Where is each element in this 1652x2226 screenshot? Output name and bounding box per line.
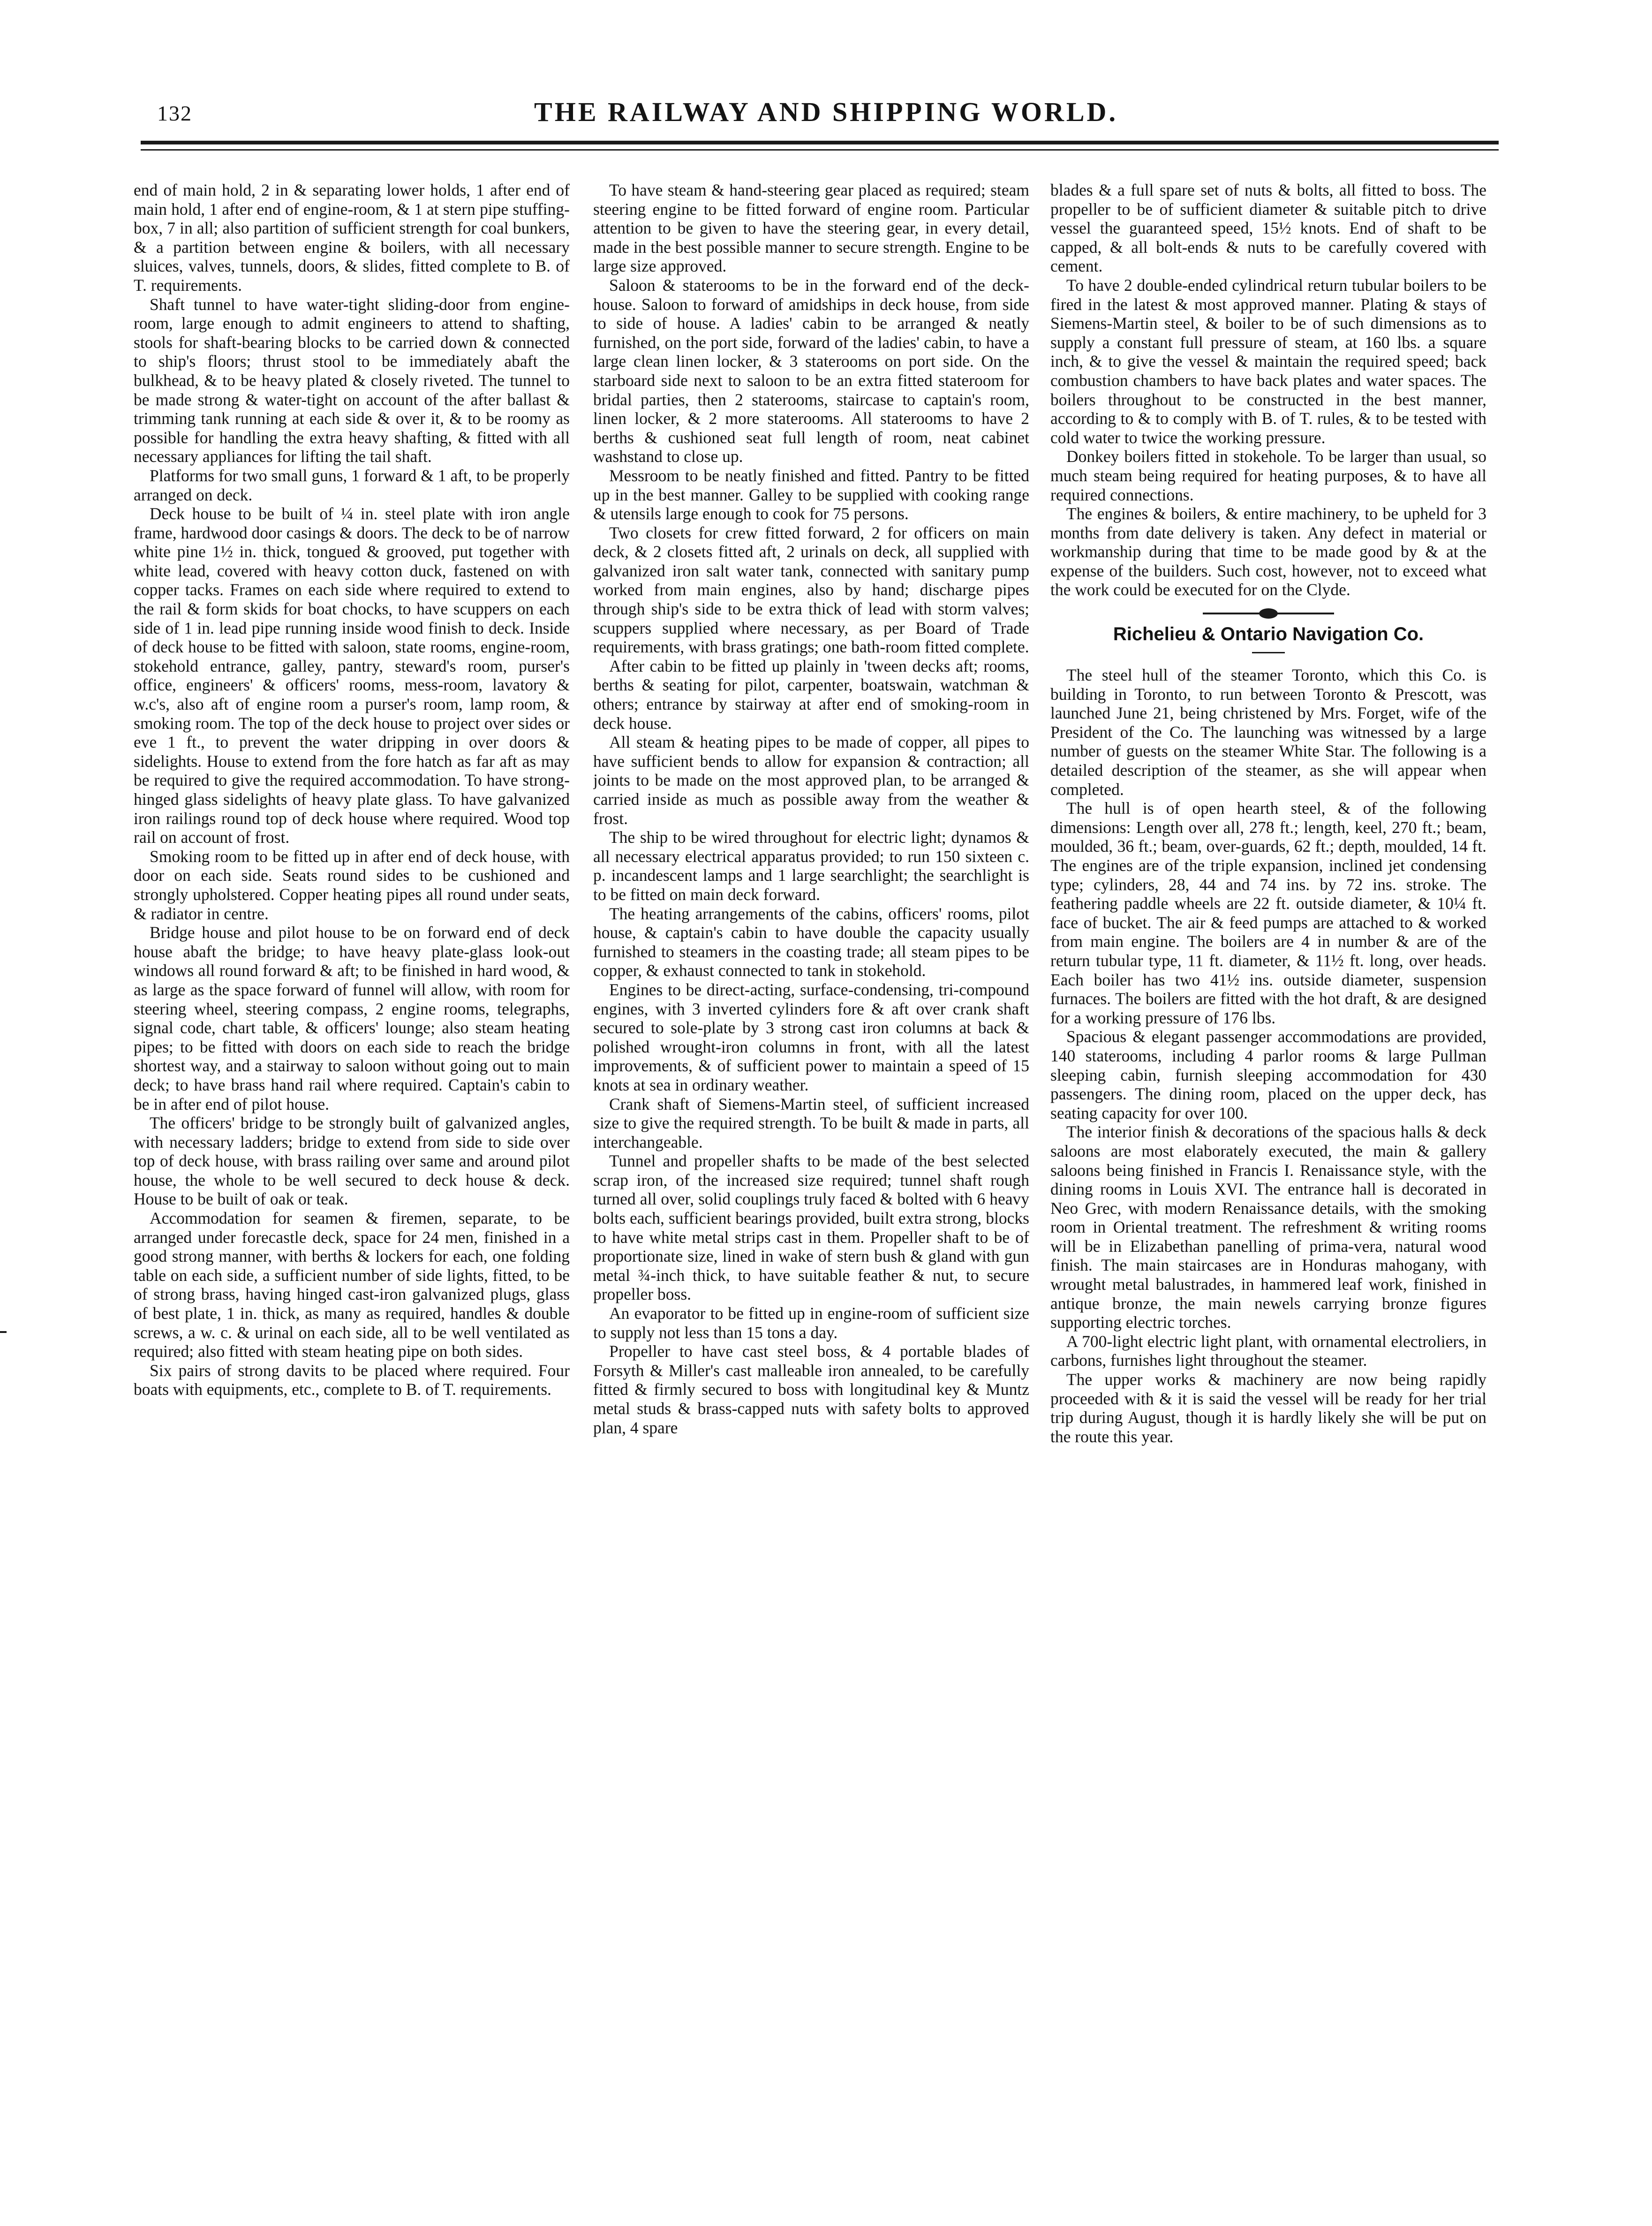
paragraph: An evaporator to be fitted up in engine-room of sufficient size to supply not less than 15 tons a day. xyxy=(593,1304,1029,1342)
paragraph: The engines & boilers, & entire machinery, to be upheld for 3 months from date delivery is taken. Any defect in material or workmanship during that time to be made good by & at the expense of the builders. Such cost, however, not to exceed what the work could be executed for on the Clyde. xyxy=(1050,504,1486,599)
paragraph: Deck house to be built of ¼ in. steel plate with iron angle frame, hardwood door casings & doors. The deck to be of narrow white pine 1½ in. thick, tongued & grooved, put together with white lead, covered with heavy cotton duck, fastened on with copper tacks. Frames on each side where required to extend to the rail & form skids for boat chocks, to have scuppers on each side of 1 in. lead pipe running inside wood finish to deck. Inside of deck house to be fitted with saloon, state rooms, engine-room, stokehold entrance, galley, pantry, steward's room, purser's office, engineers' & officers' rooms, mess-room, lavatory & w.c's, also aft of engine room a purser's room, lamp room, & smoking room. The top of the deck house to project over sides or eve 1 ft., to prevent the water dripping in over doors & sidelights. House to extend from the fore hatch as far aft as may be required to give the required accommodation. To have strong-hinged glass sidelights of heavy plate glass. To have galvanized iron railings round top of deck house where required. Wood top rail on account of frost. xyxy=(134,504,570,847)
column-3 xyxy=(1050,181,1486,2150)
paragraph: end of main hold, 2 in & separating lower holds, 1 after end of main hold, 1 after end of engine-room, & 1 at stern pipe stuffing-box, 7 in all; also partition of sufficient strength for coal bunkers, & a partition between engine & boilers, with all necessary sluices, valves, tunnels, doors, & slides, fitted complete to B. of T. requirements. xyxy=(134,181,570,295)
paragraph: The heating arrangements of the cabins, officers' rooms, pilot house, & captain's cabin to have double the capacity usually furnished to steamers in the coasting trade; all steam pipes to be copper, & exhaust connected to tank in stokehold. xyxy=(593,904,1029,980)
column-2 xyxy=(593,181,1029,2150)
paragraph: The interior finish & decorations of the spacious halls & deck saloons are most elaborately executed, the main & gallery saloons being finished in Francis I. Renaissance style, with the dining rooms in Louis XVI. The entrance hall is decorated in Neo Grec, with modern Renaissance details, with the smoking room in Oriental treatment. The refreshment & writing rooms will be in Elizabethan panelling of prima-vera, natural wood finish. The main staircases are in Honduras mahogany, with wrought metal balustrades, in hammered leaf work, finished in antique bronze, the main newels carrying bronze figures supporting electric torches. xyxy=(1050,1122,1486,1332)
header-rule-thick xyxy=(141,141,1499,144)
paragraph: The upper works & machinery are now being rapidly proceeded with & it is said the vessel will be ready for her trial trip during August, though it is hardly likely she will be put on the route this year. xyxy=(1050,1370,1486,1446)
paragraph: Accommodation for seamen & firemen, separate, to be arranged under forecastle deck, space for 24 men, finished in a good strong manner, with berths & lockers for each, one folding table on each side, a sufficient number of side lights, fitted, to be of strong brass, having hinged cast-iron galvanized plugs, glass of best plate, 1 in. thick, as many as required, handles & double screws, a w. c. & urinal on each side, all to be well ventilated as required; also fitted with steam heating pipe on both sides. xyxy=(134,1209,570,1361)
paragraph: All steam & heating pipes to be made of copper, all pipes to have sufficient bends to allow for expansion & contraction; all joints to be made on the most approved plan, to be arranged & carried inside as much as possible away from the weather & frost. xyxy=(593,733,1029,828)
column-1 xyxy=(134,181,570,2150)
paragraph: Tunnel and propeller shafts to be made of the best selected scrap iron, of the increased size required; tunnel shaft rough turned all over, solid couplings truly faced & bolted with 6 heavy bolts each, sufficient bearings provided, built extra strong, blocks to have white metal strips cast in them. Propeller shaft to be of proportionate size, lined in wake of stern bush & gland with gun metal ¾-inch thick, to have suitable feather & nut, to secure propeller boss. xyxy=(593,1151,1029,1304)
paragraph: Messroom to be neatly finished and fitted. Pantry to be fitted up in the best manner. Galley to be supplied with cooking range & utensils large enough to cook for 75 persons. xyxy=(593,466,1029,523)
paragraph: To have 2 double-ended cylindrical return tubular boilers to be fired in the latest & most approved manner. Plating & stays of Siemens-Martin steel, & boiler to be of such dimensions as to supply a constant full pressure of steam, at 160 lbs. a square inch, & to give the vessel & maintain the required speed; back combustion chambers to have back plates and water spaces. The boilers throughout to be constructed in the best manner, according to & to comply with B. of T. rules, & to be tested with cold water to twice the working pressure. xyxy=(1050,275,1486,447)
paragraph: Propeller to have cast steel boss, & 4 portable blades of Forsyth & Miller's cast malleable iron annealed, to be carefully fitted & firmly secured to boss with longitudinal key & Muntz metal studs & brass-capped nuts with safety bolts to approved plan, 4 spare xyxy=(593,1342,1029,1437)
paragraph: Spacious & elegant passenger accommodations are provided, 140 staterooms, including 4 parlor rooms & large Pullman sleeping cabin, furnish sleeping accommodation for 430 passengers. The dining room, placed on the upper deck, has seating capacity for over 100. xyxy=(1050,1027,1486,1122)
paragraph: Two closets for crew fitted forward, 2 for officers on main deck, & 2 closets fitted aft, 2 urinals on deck, all supplied with galvanized iron salt water tank, connected with sanitary pump worked from main engines, also by hand; discharge pipes through ship's side to be extra thick of lead with storm valves; scuppers supplied where necessary, as per Board of Trade requirements, with brass gratings; one bath-room fitted complete. xyxy=(593,523,1029,657)
paragraph: The ship to be wired throughout for electric light; dynamos & all necessary electrical apparatus provided; to run 150 sixteen c. p. incandescent lamps and 1 large searchlight; the searchlight is to be fitted on main deck forward. xyxy=(593,828,1029,904)
paragraph: The officers' bridge to be strongly built of galvanized angles, with necessary ladders; bridge to extend from side to side over top of deck house, with brass railing over same and around pilot house, the whole to be well secured to deck house & deck. House to be built of oak or teak. xyxy=(134,1113,570,1209)
paragraph: Platforms for two small guns, 1 forward & 1 aft, to be properly arranged on deck. xyxy=(134,466,570,504)
paragraph: A 700-light electric light plant, with ornamental electroliers, in carbons, furnishes light throughout the steamer. xyxy=(1050,1332,1486,1370)
page-number: 132 xyxy=(157,101,192,125)
section-heading: Richelieu & Ontario Navigation Co. xyxy=(1113,624,1424,645)
masthead-title: THE RAILWAY AND SHIPPING WORLD. xyxy=(534,97,1118,127)
paragraph: Crank shaft of Siemens-Martin steel, of sufficient increased size to give the required strength. To be built & made in parts, all interchangeable. xyxy=(593,1094,1029,1151)
paragraph: To have steam & hand-steering gear placed as required; steam steering engine to be fitted forward of engine room. Particular attention to be given to have the steering gear, in every detail, made in the best possible manner to secure strength. Engine to be large size approved. xyxy=(593,181,1029,276)
paragraph: Saloon & staterooms to be in the forward end of the deck-house. Saloon to forward of amidships in deck house, from side to side of house. A ladies' cabin to be arranged & neatly furnished, on the port side, forward of the ladies' cabin, to have a large clean linen locker, & 3 staterooms on port side. On the starboard side next to saloon to be an extra fitted stateroom for bridal parties, then 2 staterooms, staircase to captain's room, linen locker, & 2 more staterooms. All staterooms to have 2 berths & cushioned seat full length of room, neat cabinet washstand to close up. xyxy=(593,275,1029,466)
header-rule-thin xyxy=(141,149,1499,151)
paragraph: Shaft tunnel to have water-tight sliding-door from engine-room, large enough to admit engineers to attend to shafting, stools for shaft-bearing blocks to be carried down & connected to ship's floors; thrust stool to be immediately abaft the bulkhead, & to be heavy plated & closely riveted. The tunnel to be made strong & water-tight on account of the after ballast & trimming tank running at each side & over it, & to be roomy as possible for handling the extra heavy shafting, & fitted with all necessary appliances for lifting the tail shaft. xyxy=(134,295,570,466)
section-ornament xyxy=(1203,613,1334,614)
paragraph: Donkey boilers fitted in stokehole. To be larger than usual, so much steam being required for heating purposes, & to have all required connections. xyxy=(1050,447,1486,504)
paragraph: After cabin to be fitted up plainly in 'tween decks aft; rooms, berths & seating for pilot, carpenter, boatswain, watchman & others; entrance by stairway at after end of smoking-room in deck house. xyxy=(593,656,1029,733)
margin-mark xyxy=(0,1331,7,1333)
paragraph: The hull is of open hearth steel, & of the following dimensions: Length over all, 278 ft.; length, keel, 270 ft.; beam, moulded, 36 ft.; beam, over-guards, 62 ft.; depth, moulded, 14 ft. The engines are of the triple expansion, inclined jet condensing type; cylinders, 28, 44 and 74 ins. by 72 ins. stroke. The feathering paddle wheels are 22 ft. outside diameter, & 10¼ ft. face of bucket. The air & feed pumps are attached to & worked from main engine. The boilers are 4 in number & are of the return tubular type, 11 ft. diameter, & 11½ ft. long, over heads. Each boiler has two 41½ ins. outside diameter, suspension furnaces. The boilers are fitted with the hot draft, & are designed for a working pressure of 176 lbs. xyxy=(1050,799,1486,1027)
paragraph: blades & a full spare set of nuts & bolts, all fitted to boss. The propeller to be of sufficient diameter & suitable pitch to drive vessel the guaranteed speed, 15½ knots. End of shaft to be capped, & all bolt-ends & nuts to be carefully covered with cement. xyxy=(1050,181,1486,276)
paragraph: Six pairs of strong davits to be placed where required. Four boats with equipments, etc., complete to B. of T. requirements. xyxy=(134,1361,570,1399)
paragraph: Bridge house and pilot house to be on forward end of deck house abaft the bridge; to have heavy plate-glass look-out windows all round forward & aft; to be finished in hard wood, & as large as the space forward of funnel will allow, with room for steering wheel, steering compass, 2 engine rooms, telegraphs, signal code, chart table, & officers' lounge; also steam heating pipes; to be fitted with doors on each side to reach the bridge shortest way, and a stairway to saloon without going out to main deck; to have brass hand rail where required. Captain's cabin to be in after end of pilot house. xyxy=(134,923,570,1113)
paragraph: The steel hull of the steamer Toronto, which this Co. is building in Toronto, to run between Toronto & Prescott, was launched June 21, being christened by Mrs. Forget, wife of the President of the Co. The launching was witnessed by a large number of guests on the steamer White Star. The following is a detailed description of the steamer, as she will appear when completed. xyxy=(1050,666,1486,799)
paragraph: Smoking room to be fitted up in after end of deck house, with door on each side. Seats round sides to be cushioned and strongly upholstered. Copper heating pipes all round under seats, & radiator in centre. xyxy=(134,847,570,923)
paragraph: Engines to be direct-acting, surface-condensing, tri-compound engines, with 3 inverted cylinders fore & aft over crank shaft secured to sole-plate by 3 strong cast iron columns at back & polished wrought-iron columns in front, with all the latest improvements, & of sufficient power to maintain a speed of 15 knots at sea in ordinary weather. xyxy=(593,980,1029,1094)
heading-rule xyxy=(1252,652,1285,653)
